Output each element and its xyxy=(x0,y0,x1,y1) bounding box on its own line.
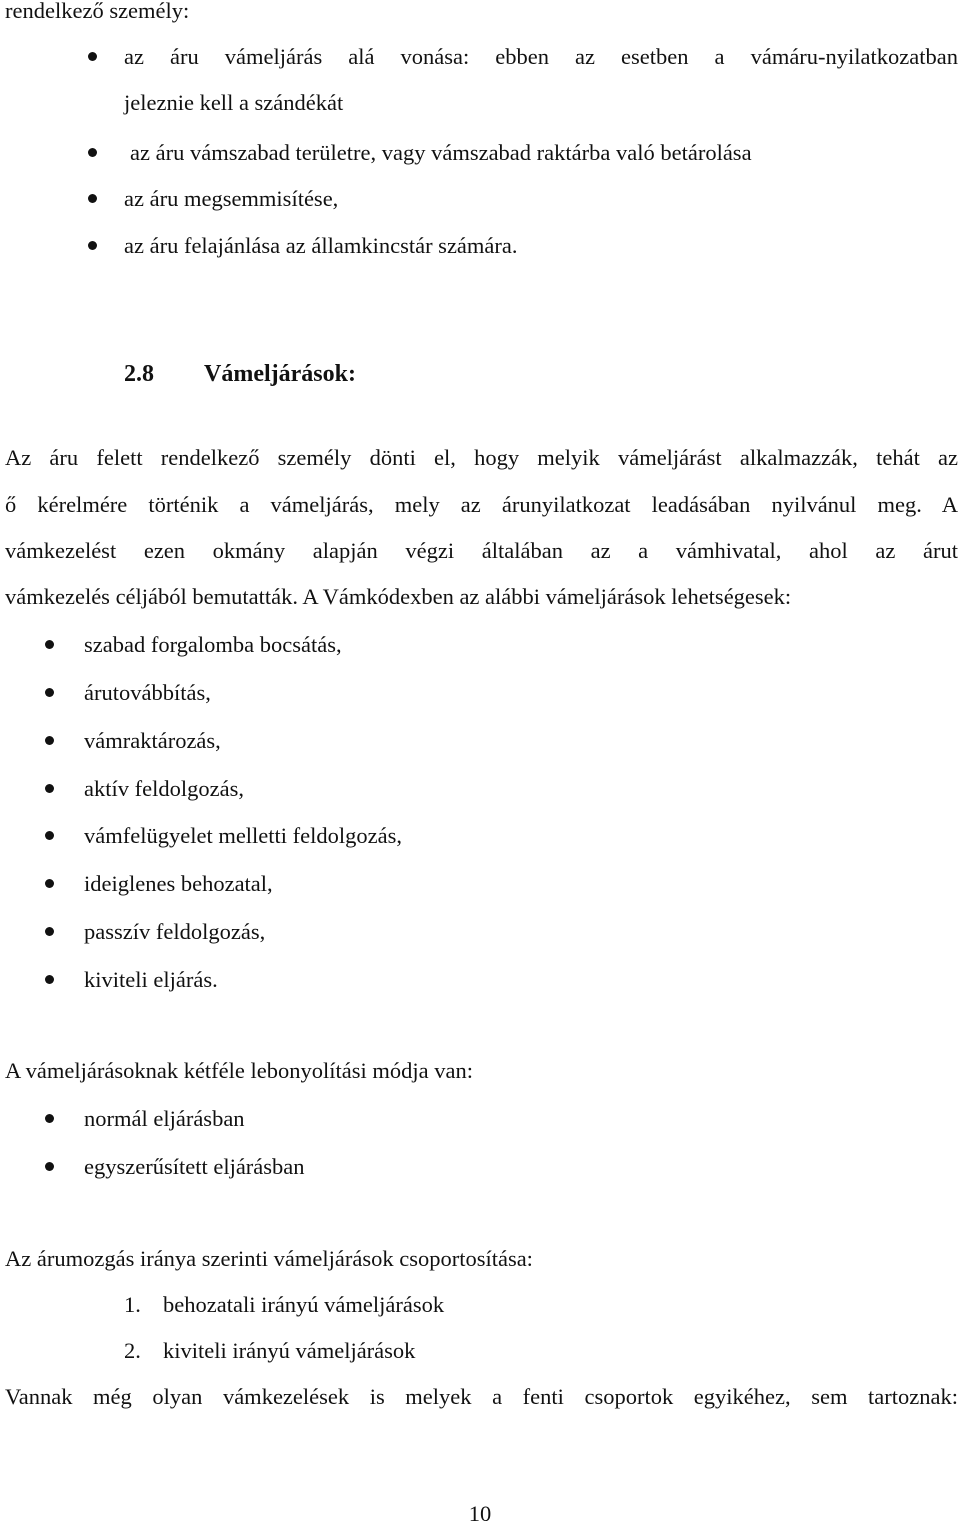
list-item: vámfelügyelet melletti feldolgozás, xyxy=(84,823,403,848)
paragraph-modes: A vámeljárásoknak kétféle lebonyolítási módja van: xyxy=(5,1058,473,1083)
bullet-icon xyxy=(88,52,97,61)
section-number: 2.8 xyxy=(124,361,154,387)
bullet-icon xyxy=(88,194,97,203)
list-item: aktív feldolgozás, xyxy=(84,776,244,801)
paragraph-grouping: Az árumozgás iránya szerinti vámeljárások csoportosítása: xyxy=(5,1246,533,1271)
list-item: kiviteli irányú vámeljárások xyxy=(163,1338,416,1363)
page-number: 10 xyxy=(468,1501,492,1526)
bullet-icon xyxy=(45,640,54,649)
list-item: egyszerűsített eljárásban xyxy=(84,1154,305,1179)
list-item: az áru vámszabad területre, vagy vámszabad raktárba való betárolása xyxy=(130,140,752,165)
bullet-icon xyxy=(45,1162,54,1171)
list-number: 2. xyxy=(124,1338,141,1363)
bullet-icon xyxy=(45,784,54,793)
bullet-icon xyxy=(45,975,54,984)
list-item: passzív feldolgozás, xyxy=(84,919,266,944)
list-number: 1. xyxy=(124,1292,141,1317)
paragraph-line: ő kérelmére történik a vámeljárás, mely az árunyilatkozat leadásában nyilvánul meg. A xyxy=(5,492,958,517)
paragraph-line: vámkezelés céljából bemutatták. A Vámkódexben az alábbi vámeljárások lehetségesek: xyxy=(5,584,792,609)
list-item: behozatali irányú vámeljárások xyxy=(163,1292,445,1317)
list-item: vámraktározás, xyxy=(84,728,221,753)
bullet-icon xyxy=(45,736,54,745)
list-item: kiviteli eljárás. xyxy=(84,967,218,992)
list-item: az áru megsemmisítése, xyxy=(124,186,339,211)
list-item: szabad forgalomba bocsátás, xyxy=(84,632,342,657)
bullet-icon xyxy=(45,831,54,840)
bullet-icon xyxy=(45,1114,54,1123)
bullet-icon xyxy=(88,241,97,250)
bullet-icon xyxy=(88,148,97,157)
list-item: az áru vámeljárás alá vonása: ebben az esetben a vámáru-nyilatkozatban xyxy=(124,44,958,69)
bullet-icon xyxy=(45,927,54,936)
paragraph-line: vámkezelést ezen okmány alapján végzi általában az a vámhivatal, ahol az árut xyxy=(5,538,958,563)
bullet-icon xyxy=(45,688,54,697)
paragraph-other: Vannak még olyan vámkezelések is melyek a fenti csoportok egyikéhez, sem tartoznak: xyxy=(5,1384,958,1409)
section-title: Vámeljárások: xyxy=(204,361,356,387)
list-item-continuation: jeleznie kell a szándékát xyxy=(124,90,344,115)
paragraph-line: Az áru felett rendelkező személy dönti el, hogy melyik vámeljárást alkalmazzák, tehát az xyxy=(5,445,958,470)
list-item: árutovábbítás, xyxy=(84,680,211,705)
list-item: ideiglenes behozatal, xyxy=(84,871,273,896)
intro-line: rendelkező személy: xyxy=(5,0,190,23)
list-item: az áru felajánlása az államkincstár számára. xyxy=(124,233,518,258)
bullet-icon xyxy=(45,879,54,888)
list-item: normál eljárásban xyxy=(84,1106,245,1131)
